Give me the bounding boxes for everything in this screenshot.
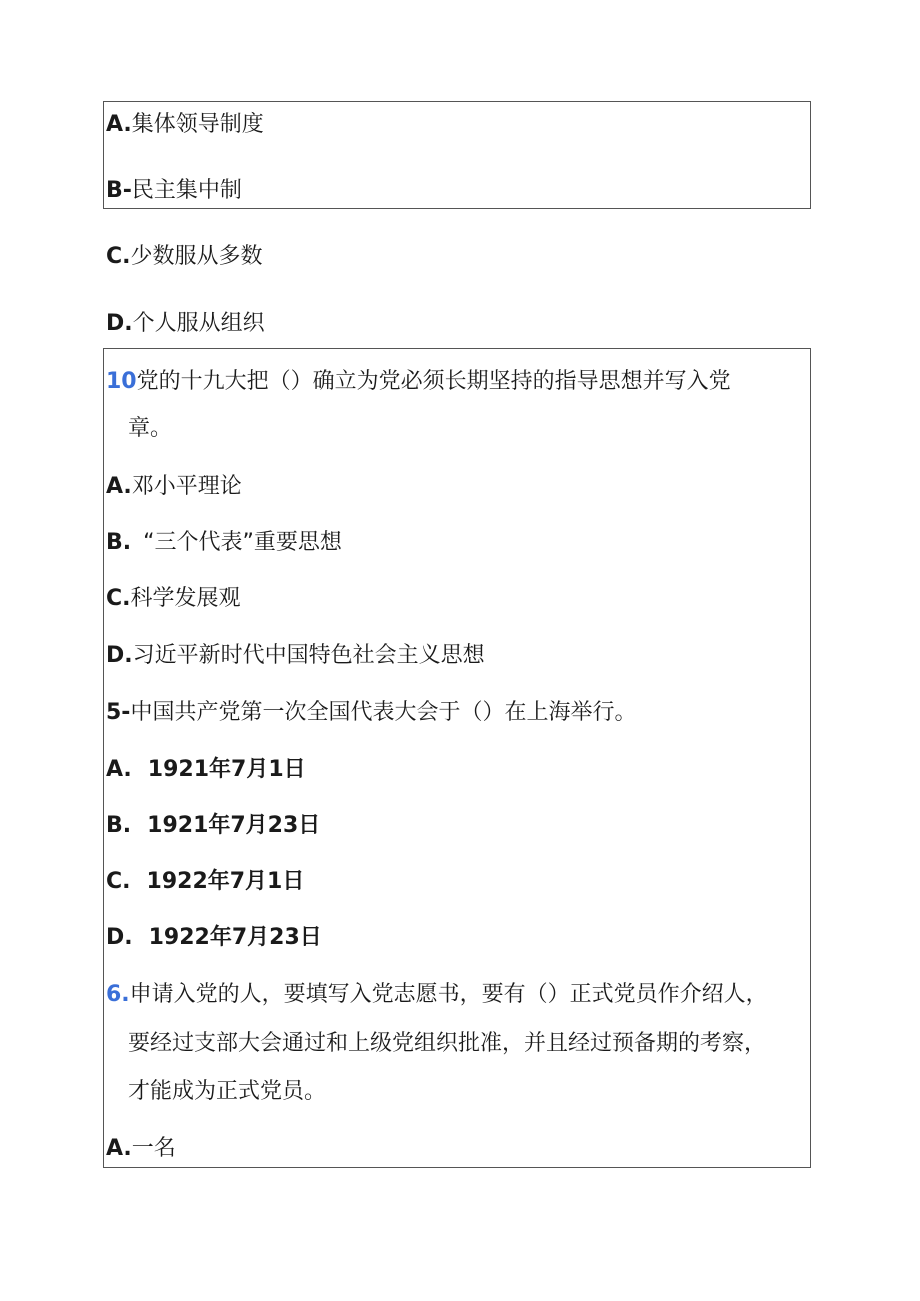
- option-prefix: A.: [106, 112, 132, 137]
- option-prefix: B.: [106, 530, 132, 555]
- option-text: 1922年7月1日: [146, 869, 305, 894]
- option-text: 科学发展观: [130, 586, 241, 611]
- option-prefix: B-: [106, 178, 132, 203]
- option-text: 1922年7月23日: [148, 925, 322, 950]
- question-text: 中国共产党第一次全国代表大会于（）在上海举行。: [130, 700, 637, 725]
- question-number: 10: [106, 369, 137, 394]
- q10-option-b: [106, 528, 342, 558]
- option-text: 邓小平理论: [131, 474, 242, 499]
- question-6-line-3: [128, 1077, 326, 1107]
- option-text: 习近平新时代中国特色社会主义思想: [132, 643, 485, 668]
- question-number: 6.: [106, 982, 130, 1007]
- q10-option-d: [106, 641, 485, 671]
- question-text: 要经过支部大会通过和上级党组织批准，并且经过预备期的考察，: [128, 1031, 767, 1056]
- question-6-line-2: [128, 1029, 766, 1059]
- option-a-collective-leadership: [106, 110, 264, 140]
- question-5: [106, 698, 636, 728]
- option-c-minority-majority: [106, 242, 263, 272]
- question-text: 章。: [128, 416, 173, 441]
- option-prefix: A.: [106, 474, 132, 499]
- option-text: “三个代表”重要思想: [143, 530, 342, 555]
- option-prefix: C.: [106, 869, 131, 894]
- option-prefix: B.: [106, 813, 132, 838]
- q5-option-c: [106, 867, 304, 897]
- question-text: 申请入党的人，要填写入党志愿书，要有（）正式党员作介绍人，: [129, 982, 768, 1007]
- option-b-democratic-centralism: [106, 176, 242, 206]
- option-prefix: D.: [106, 643, 133, 668]
- option-text: 民主集中制: [131, 178, 242, 203]
- q10-option-a: [106, 472, 242, 502]
- q5-option-a: [106, 755, 306, 785]
- option-text: 集体领导制度: [131, 112, 264, 137]
- option-text: 一名: [131, 1136, 176, 1161]
- question-text: 才能成为正式党员。: [128, 1079, 327, 1104]
- question-10-line-1: [106, 367, 731, 397]
- question-text: 党的十九大把（）确立为党必须长期坚持的指导思想并写入党: [136, 369, 731, 394]
- option-prefix: A.: [106, 757, 132, 782]
- question-6-line-1: [106, 980, 768, 1010]
- option-text: 1921年7月23日: [147, 813, 321, 838]
- option-prefix: D.: [106, 925, 133, 950]
- option-text: 1921年7月1日: [147, 757, 306, 782]
- q6-option-a: [106, 1134, 176, 1164]
- q5-option-d: [106, 923, 322, 953]
- option-prefix: C.: [106, 244, 131, 269]
- option-prefix: A.: [106, 1136, 132, 1161]
- q10-option-c: [106, 584, 241, 614]
- option-text: 少数服从多数: [130, 244, 263, 269]
- question-10-line-2: [128, 414, 172, 444]
- option-d-individual-organization: [106, 309, 265, 339]
- option-prefix: D.: [106, 311, 133, 336]
- q5-option-b: [106, 811, 320, 841]
- option-text: 个人服从组织: [132, 311, 265, 336]
- option-prefix: C.: [106, 586, 131, 611]
- question-number: 5-: [106, 700, 131, 725]
